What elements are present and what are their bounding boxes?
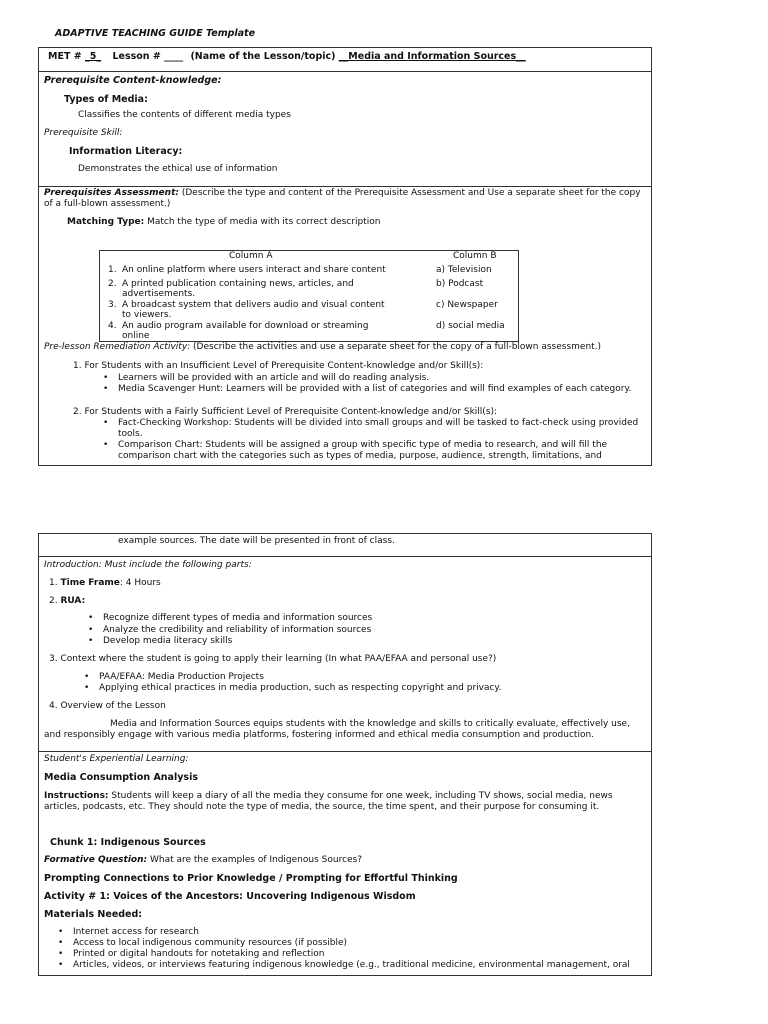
literacy-heading: Information Literacy: (69, 146, 183, 157)
remediation-item-2-bullet-1: • Fact-Checking Workshop: Students will be divided into small groups and will be tasked to fact-check using provided (118, 418, 638, 429)
instructions-label: Instructions: (44, 791, 109, 801)
remediation-item-1: 1. For Students with an Insufficient Level of Prerequisite Content-knowledge and/or Skill(s): (73, 361, 484, 371)
row-description-cont: online (122, 331, 150, 341)
divider (38, 751, 652, 752)
matching-line (67, 217, 380, 228)
remediation-item-2-bullet-1-cont: tools. (118, 429, 143, 439)
matching-label: Matching Type: (67, 217, 145, 227)
material-item: • Printed or digital handouts for notetaking and reflection (73, 949, 324, 960)
rua-item: • Recognize different types of media and information sources (103, 613, 372, 624)
row-number: 1. (108, 265, 117, 275)
assessment-desc-2: of a full-blown assessment.) (44, 199, 171, 209)
row-description: An online platform where users interact and share content (122, 265, 386, 275)
divider (38, 186, 652, 187)
row-answer: a) Television (436, 265, 492, 275)
time-label: Time Frame (60, 578, 120, 588)
types-desc: Classifies the contents of different media types (78, 110, 291, 120)
document-title: ADAPTIVE TEACHING GUIDE Template (55, 28, 256, 39)
overview-text-2: and responsibly engage with various media platforms, fostering informed and ethical media consumption and production. (44, 730, 595, 740)
activity-heading: Activity # 1: Voices of the Ancestors: Uncovering Indigenous Wisdom (44, 891, 416, 902)
chunk-heading: Chunk 1: Indigenous Sources (50, 837, 206, 848)
assessment-label: Prerequisites Assessment: (44, 188, 179, 198)
row-answer: d) social media (436, 321, 505, 331)
row-description-cont: to viewers. (122, 310, 172, 320)
remediation-line (44, 342, 601, 353)
experiential-heading: Media Consumption Analysis (44, 772, 198, 783)
remediation-item-1-bullet-1: • Learners will be provided with an article and will do reading analysis. (118, 373, 429, 384)
formative-line (44, 855, 362, 866)
rua-label: RUA: (60, 596, 86, 606)
met-label: MET # (48, 51, 82, 62)
met-value: _5_ (85, 51, 102, 62)
context-heading: 3. Context where the student is going to apply their learning (In what PAA/EFAA and personal use?) (49, 654, 497, 664)
row-description: An audio program available for download or streaming (122, 321, 369, 331)
remediation-label: Pre-lesson Remediation Activity: (44, 342, 191, 352)
material-item: • Internet access for research (73, 927, 199, 938)
experiential-label: Student's Experiential Learning: (44, 754, 189, 764)
time-num: 1. (49, 578, 58, 588)
rua-heading (49, 596, 85, 607)
row-answer: c) Newspaper (436, 300, 498, 310)
remediation-item-2-bullet-2-cont: comparison chart with the categories such as types of media, purpose, audience, strength, limitations, and (118, 451, 602, 461)
formative-label: Formative Question: (44, 855, 148, 865)
prereq-heading: Prerequisite Content-knowledge: (44, 75, 222, 86)
row-number: 4. (108, 321, 117, 331)
assessment-line-1 (44, 188, 641, 199)
intro-label: Introduction: Must include the following parts: (44, 560, 252, 570)
literacy-desc: Demonstrates the ethical use of information (78, 164, 278, 174)
row-description: A broadcast system that delivers audio and visual content (122, 300, 385, 310)
divider (38, 556, 652, 557)
types-heading: Types of Media: (64, 94, 148, 105)
overview-heading: 4. Overview of the Lesson (49, 701, 166, 711)
context-item: • PAA/EFAA: Media Production Projects (99, 672, 264, 683)
material-item: • Access to local indigenous community resources (if possible) (73, 938, 347, 949)
instructions-text-1: Students will keep a diary of all the media they consume for one week, including TV shows, social media, news (111, 791, 613, 801)
remediation-item-2-bullet-2: • Comparison Chart: Students will be assigned a group with specific type of media to research, and will fill the (118, 440, 607, 451)
divider (38, 71, 652, 72)
overview-text-1: Media and Information Sources equips students with the knowledge and skills to critically evaluate, effectively use, (110, 719, 630, 729)
row-number: 3. (108, 300, 117, 310)
context-item: • Applying ethical practices in media production, such as respecting copyright and privacy. (99, 683, 501, 694)
lesson-name-label: (Name of the Lesson/topic) (190, 51, 336, 62)
lesson-topic: __Media and Information Sources__ (338, 51, 526, 62)
matching-desc: Match the type of media with its correct description (147, 217, 381, 227)
rua-num: 2. (49, 596, 58, 606)
row-description: A printed publication containing news, articles, and (122, 279, 354, 289)
instructions-text-2: articles, podcasts, etc. They should note the type of media, the source, the time spent, and their purpose for consuming it. (44, 802, 600, 812)
instructions-line-1 (44, 791, 613, 802)
header-row (48, 51, 526, 62)
lesson-label: Lesson # ____ (112, 51, 184, 62)
remediation-item-2: 2. For Students with a Fairly Sufficient Level of Prerequisite Content-knowledge and/or Skill(s): (73, 407, 498, 417)
time-value: : 4 Hours (119, 578, 161, 588)
rua-item: • Analyze the credibility and reliability of information sources (103, 625, 371, 636)
material-item: • Articles, videos, or interviews featuring indigenous knowledge (e.g., traditional medicine, environmental management, oral (73, 960, 630, 971)
time-frame (49, 578, 161, 589)
materials-heading: Materials Needed: (44, 909, 143, 920)
remediation-item-1-bullet-2: • Media Scavenger Hunt: Learners will be provided with a list of categories and will find examples of each category. (118, 384, 631, 395)
rua-item: • Develop media literacy skills (103, 636, 232, 647)
skill-label: Prerequisite Skill: (44, 128, 123, 138)
remediation-desc: (Describe the activities and use a separate sheet for the copy of a full-blown assessment.) (193, 342, 602, 352)
row-number: 2. (108, 279, 117, 289)
assessment-desc-1: (Describe the type and content of the Prerequisite Assessment and Use a separate sheet for the copy (181, 188, 641, 198)
remediation-item-2-bullet-2-cont-2: example sources. The date will be presented in front of class. (118, 536, 395, 546)
column-a-header: Column A (229, 251, 273, 261)
column-b-header: Column B (453, 251, 497, 261)
row-description-cont: advertisements. (122, 289, 196, 299)
formative-question: What are the examples of Indigenous Sources? (149, 855, 363, 865)
prompting-heading: Prompting Connections to Prior Knowledge / Prompting for Effortful Thinking (44, 873, 458, 884)
row-answer: b) Podcast (436, 279, 484, 289)
